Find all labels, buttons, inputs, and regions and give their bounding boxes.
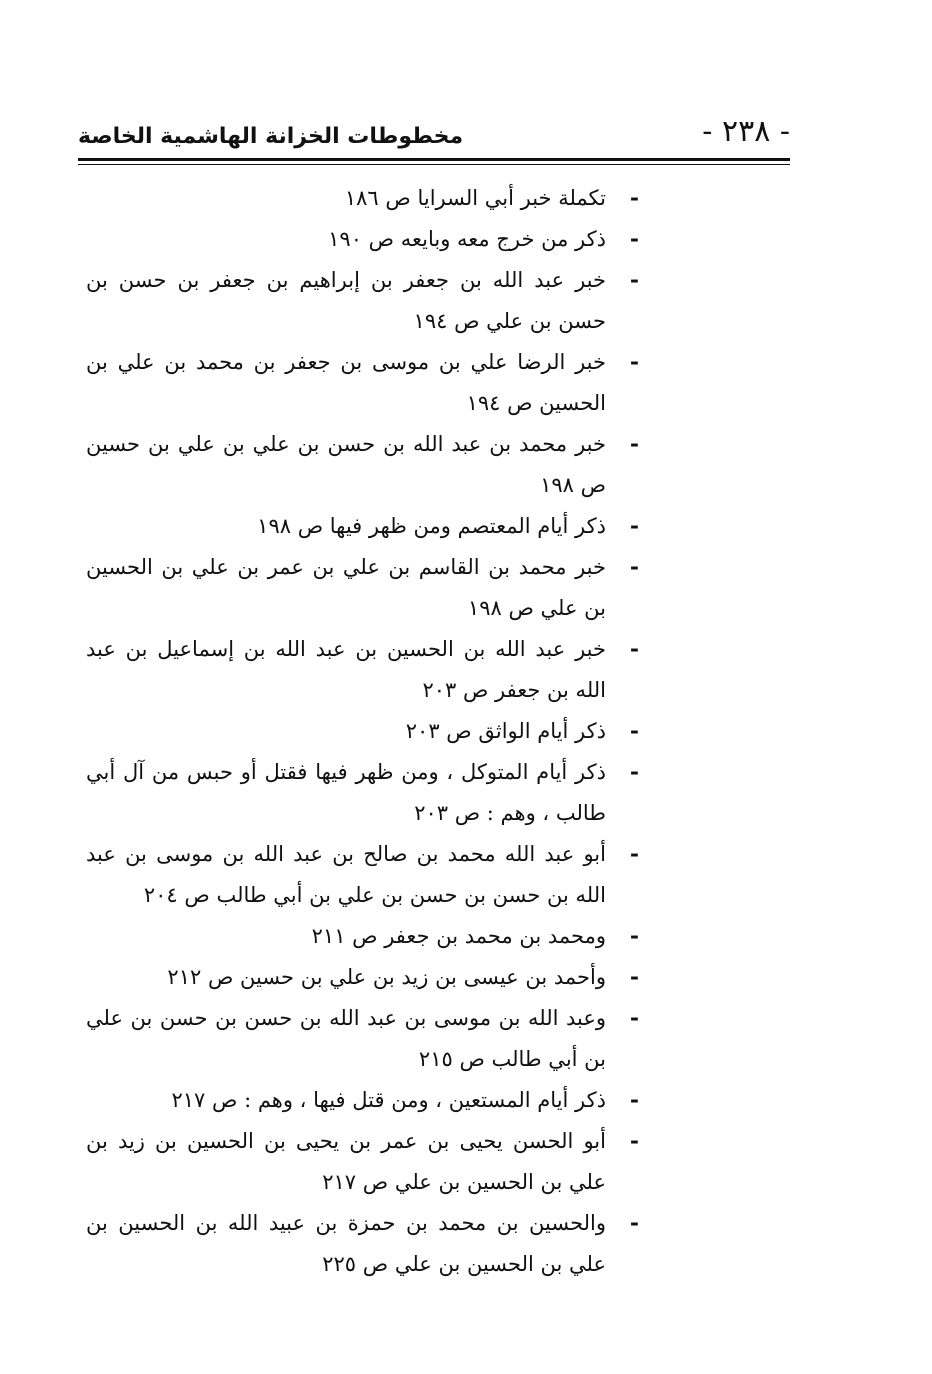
header-rule-thin (78, 164, 790, 165)
list-item: - خبر الرضا علي بن موسى بن جعفر بن محمد بن علي بن الحسين ص ١٩٤ (86, 342, 606, 424)
list-item: - خبر عبد الله بن الحسين بن عبد الله بن إسماعيل بن عبد الله بن جعفر ص ٢٠٣ (86, 629, 606, 711)
list-item: - أبو الحسن يحيى بن عمر بن يحيى بن الحسين بن زيد بن علي بن الحسين بن علي ص ٢١٧ (86, 1121, 606, 1203)
list-item: - وأحمد بن عيسى بن زيد بن علي بن حسين ص ٢١٢ (86, 957, 606, 998)
list-item: - ذكر أيام المعتصم ومن ظهر فيها ص ١٩٨ (86, 506, 606, 547)
list-item: - ومحمد بن محمد بن جعفر ص ٢١١ (86, 916, 606, 957)
list-item: - تكملة خبر أبي السرايا ص ١٨٦ (86, 178, 606, 219)
list-item: - ذكر أيام المتوكل ، ومن ظهر فيها فقتل أو حبس من آل أبي طالب ، وهم : ص ٢٠٣ (86, 752, 606, 834)
list-item: - خبر محمد بن عبد الله بن حسن بن علي بن علي بن حسين ص ١٩٨ (86, 424, 606, 506)
running-title: مخطوطات الخزانة الهاشمية الخاصة (78, 124, 464, 149)
list-item: - ذكر أيام الواثق ص ٢٠٣ (86, 711, 606, 752)
page-header (78, 112, 790, 160)
list-item: - خبر محمد بن القاسم بن علي بن عمر بن علي بن الحسين بن علي ص ١٩٨ (86, 547, 606, 629)
list-item: - أبو عبد الله محمد بن صالح بن عبد الله بن موسى بن عبد الله بن حسن بن حسن بن علي بن أبي طالب ص ٢٠٤ (86, 834, 606, 916)
contents-list (86, 178, 606, 1285)
list-item: - والحسين بن محمد بن حمزة بن عبيد الله بن الحسين بن علي بن الحسين بن علي ص ٢٢٥ (86, 1203, 606, 1285)
list-item: - وعبد الله بن موسى بن عبد الله بن حسن بن حسن بن علي بن أبي طالب ص ٢١٥ (86, 998, 606, 1080)
list-item: - خبر عبد الله بن جعفر بن إبراهيم بن جعفر بن حسن بن حسن بن علي ص ١٩٤ (86, 260, 606, 342)
header-rule (78, 158, 790, 161)
list-item: - ذكر أيام المستعين ، ومن قتل فيها ، وهم : ص ٢١٧ (86, 1080, 606, 1121)
list-item: - ذكر من خرج معه وبايعه ص ١٩٠ (86, 219, 606, 260)
page-number: - ٢٣٨ - (702, 114, 790, 149)
